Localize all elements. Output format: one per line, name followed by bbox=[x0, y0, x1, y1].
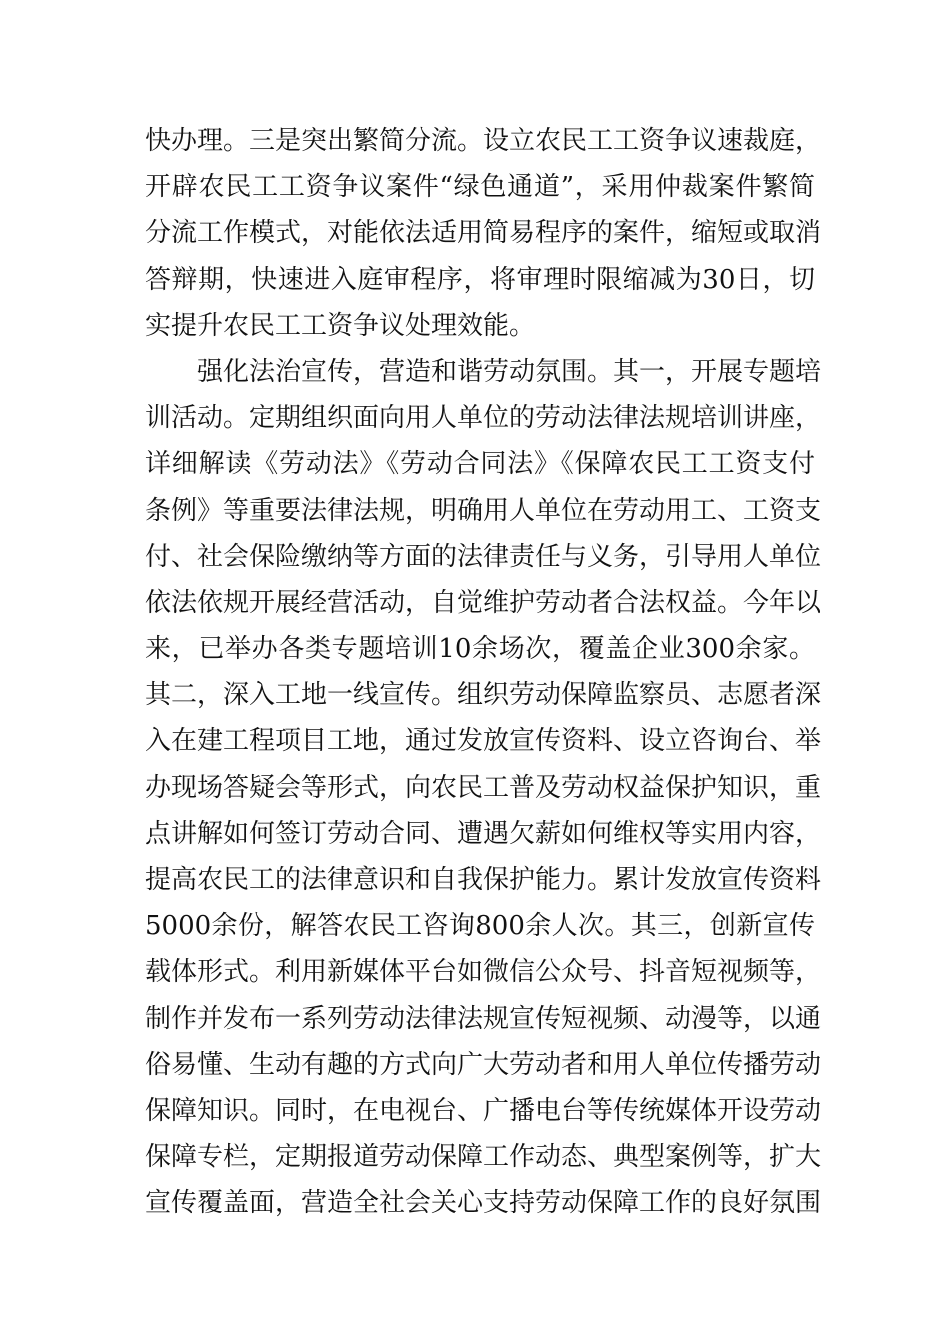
text-line: 提高农民工的法律意识和自我保护能力。累计发放宣传资料 bbox=[145, 865, 822, 895]
text-line: 点讲解如何签订劳动合同、遭遇欠薪如何维权等实用内容， bbox=[145, 818, 822, 849]
text-line: 实提升农民工工资争议处理效能。 bbox=[145, 310, 536, 341]
text-line: 分流工作模式，对能依法适用简易程序的案件，缩短或取消 bbox=[145, 218, 822, 249]
text-line: 详细解读《劳动法》《劳动合同法》《保障农民工工资支付 bbox=[145, 449, 815, 480]
text-line: 宣传覆盖面，营造全社会关心支持劳动保障工作的良好氛围 bbox=[145, 1188, 822, 1219]
text-line: 保障知识。同时，在电视台、广播电台等传统媒体开设劳动 bbox=[145, 1095, 822, 1126]
text-line: 俗易懂、生动有趣的方式向广大劳动者和用人单位传播劳动 bbox=[145, 1049, 822, 1080]
text-line: 保障专栏，定期报道劳动保障工作动态、典型案例等，扩大 bbox=[145, 1142, 822, 1173]
text-line: 答辩期，快速进入庭审程序，将审理时限缩减为30日，切 bbox=[145, 264, 815, 295]
text-line: 训活动。定期组织面向用人单位的劳动法律法规培训讲座， bbox=[145, 403, 822, 434]
text-line: 办现场答疑会等形式，向农民工普及劳动权益保护知识，重 bbox=[145, 772, 822, 803]
text-line: 来，已举办各类专题培训10余场次，覆盖企业300余家。 bbox=[145, 634, 815, 665]
text-line: 其二，深入工地一线宣传。组织劳动保障监察员、志愿者深 bbox=[145, 680, 822, 711]
paragraph-first-line: 强化法治宣传，营造和谐劳动氛围。其一，开展专题培 bbox=[197, 356, 822, 387]
text-line: 5000余份，解答农民工咨询800余人次。其三，创新宣传 bbox=[145, 911, 815, 942]
text-line: 付、社会保险缴纳等方面的法律责任与义务，引导用人单位 bbox=[145, 541, 822, 572]
text-line: 开辟农民工工资争议案件“绿色通道”，采用仲裁案件繁简 bbox=[145, 172, 815, 203]
text-line: 制作并发布一系列劳动法律法规宣传短视频、动漫等，以通 bbox=[145, 1003, 822, 1034]
text-line: 条例》等重要法律法规，明确用人单位在劳动用工、工资支 bbox=[145, 495, 822, 526]
body-text bbox=[145, 118, 822, 1227]
text-line: 入在建工程项目工地，通过发放宣传资料、设立咨询台、举 bbox=[145, 726, 822, 757]
text-line: 快办理。三是突出繁简分流。设立农民工工资争议速裁庭， bbox=[145, 126, 822, 156]
text-line: 依法依规开展经营活动，自觉维护劳动者合法权益。今年以 bbox=[145, 587, 822, 618]
text-line: 载体形式。利用新媒体平台如微信公众号、抖音短视频等， bbox=[145, 957, 822, 988]
